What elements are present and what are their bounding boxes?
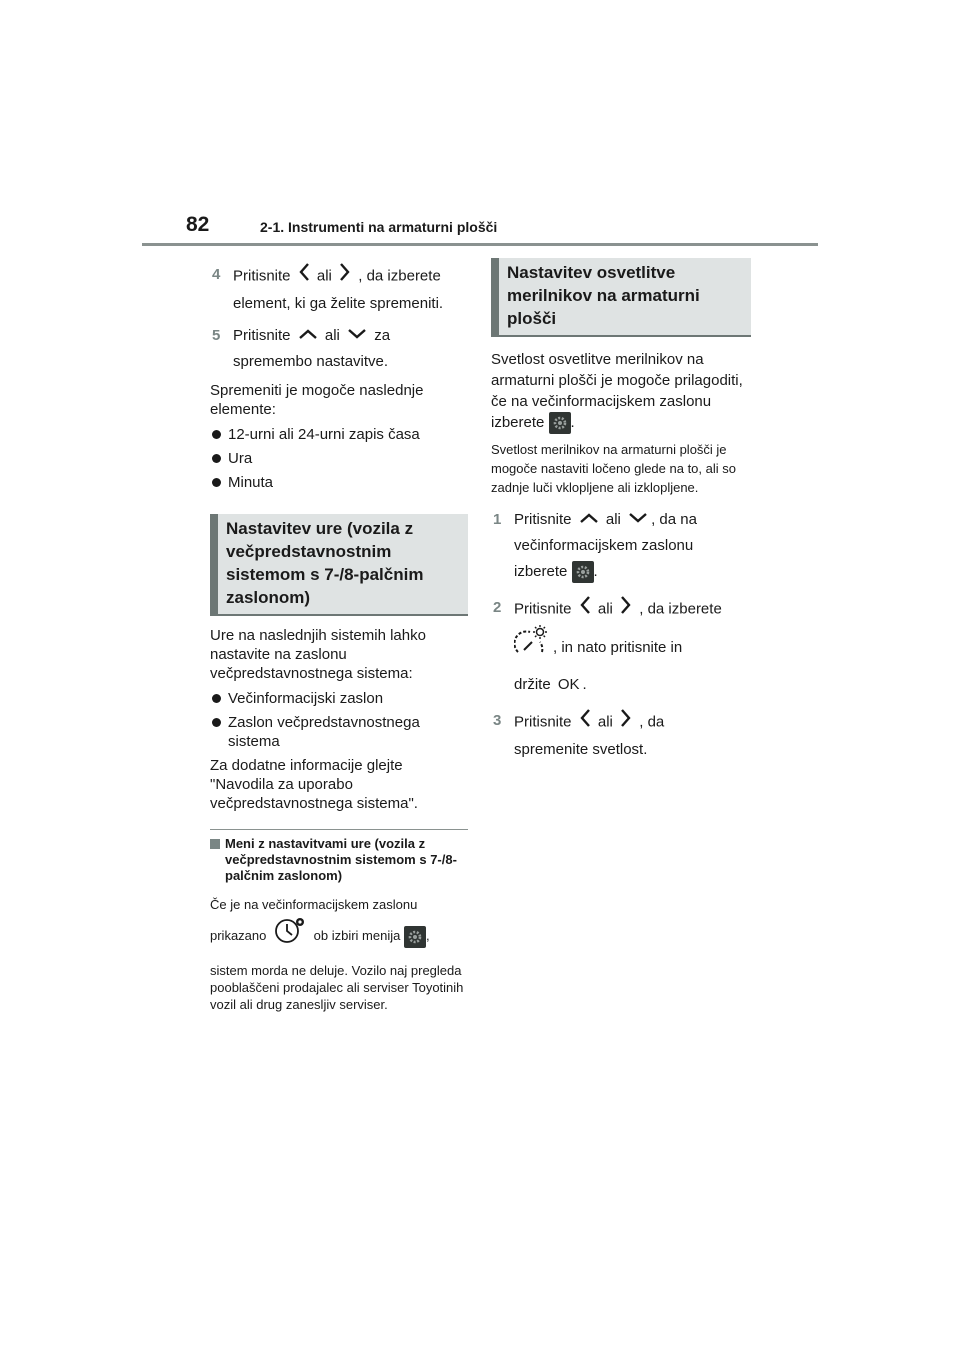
step-text: Pritisnite xyxy=(233,327,291,344)
chevron-left-icon xyxy=(579,595,591,624)
step-text: spremenite svetlost. xyxy=(514,741,648,759)
step-text: , da izberete xyxy=(358,267,441,285)
paragraph: Za dodatne informacije glejte "Navodila za uporabo večpredstavnostnega sistema". xyxy=(210,757,418,813)
step-text: ali xyxy=(597,713,613,731)
text: . xyxy=(570,414,575,431)
step-text: Pritisnite xyxy=(514,713,572,731)
gear-icon xyxy=(549,412,571,434)
clock-settings-icon xyxy=(273,915,307,958)
text: prikazano xyxy=(210,927,267,943)
note: Svetlost merilnikov na armaturni plošči je mogoče nastaviti ločeno glede na to, ali so zadnje luči vklopljene ali izklopljene. xyxy=(491,442,736,496)
list-item: Ura xyxy=(210,449,468,468)
gear-icon xyxy=(572,561,594,583)
step-text: , da na xyxy=(651,511,697,529)
chevron-right-icon xyxy=(339,262,351,291)
step-text: Pritisnite xyxy=(233,267,291,285)
list-item: Minuta xyxy=(210,473,468,492)
paragraph: Če je na večinformacijskem zaslonu xyxy=(210,897,418,913)
subsection-heading xyxy=(210,836,468,884)
step-text: , da xyxy=(639,713,665,731)
subsection-divider xyxy=(210,829,468,830)
step-text: , da izberete xyxy=(639,600,722,618)
step-text: ali xyxy=(605,511,621,529)
step-text: izberete xyxy=(514,563,568,581)
section-heading-clock: Nastavitev ure (vozila z večpredstavnostnim sistemom s 7-/8-palčnim zaslonom) xyxy=(210,514,468,616)
chevron-up-icon xyxy=(298,323,318,349)
paragraph: Ure na naslednjih sistemih lahko nastavite na zaslonu večpredstavnostnega sistema: xyxy=(210,627,426,683)
step-number: 1 xyxy=(493,511,502,529)
gauge-brightness-icon xyxy=(514,624,550,672)
page-number: 82 xyxy=(186,213,210,236)
text: , xyxy=(425,927,430,943)
step-3 xyxy=(491,708,751,763)
paragraph: Spremeniti je mogoče naslednje elemente: xyxy=(210,382,424,419)
step-line xyxy=(514,624,751,672)
chevron-down-icon xyxy=(628,507,648,533)
step-number: 3 xyxy=(493,712,502,730)
step-1 xyxy=(491,507,751,585)
subsection-title: Meni z nastavitvami ure (vozila z večpredstavnostnim sistemom s 7-/8-palčnim zaslonom) xyxy=(225,836,457,884)
chevron-right-icon xyxy=(620,595,632,624)
square-bullet-icon xyxy=(210,839,220,849)
chevron-left-icon xyxy=(298,262,310,291)
step-text: večinformacijskem zaslonu xyxy=(514,537,694,555)
list-item: Zaslon večpredstavnostnega sistema xyxy=(210,713,468,751)
step-number: 4 xyxy=(212,266,221,283)
paragraph xyxy=(491,349,751,434)
step-text: za xyxy=(374,327,391,344)
left-column xyxy=(210,262,468,1013)
step-text: ali xyxy=(597,600,613,618)
ok-button-label: OK xyxy=(557,676,580,694)
step-2 xyxy=(491,595,751,698)
chevron-down-icon xyxy=(347,323,367,349)
chevron-left-icon xyxy=(579,708,591,737)
paragraph: sistem morda ne deluje. Vozilo naj pregleda pooblaščeni prodajalec ali serviser Toyotinih vozil ali drug zanesljiv serviser. xyxy=(210,963,464,1013)
text: ob izbiri menija xyxy=(313,927,401,943)
step-text: element, ki ga želite spremeniti. xyxy=(233,295,444,312)
list-item: Večinformacijski zaslon xyxy=(210,689,468,708)
text: Svetlost osvetlitve merilnikov na armaturni plošči je mogoče prilagoditi, če na večinformacijskem zaslonu izberete xyxy=(491,351,743,431)
section-heading-brightness: Nastavitev osvetlitve merilnikov na armaturni plošči xyxy=(491,258,751,337)
step-text: . xyxy=(593,563,598,581)
step-text: ali xyxy=(324,327,340,344)
list-item: 12-urni ali 24-urni zapis časa xyxy=(210,425,468,444)
step-text: , in nato pritisnite in xyxy=(553,639,683,657)
step-number: 5 xyxy=(212,327,221,344)
step-5 xyxy=(210,323,468,375)
step-text: . xyxy=(582,676,587,694)
chevron-right-icon xyxy=(620,708,632,737)
step-number: 2 xyxy=(493,599,502,617)
step-text: držite xyxy=(514,676,551,694)
step-text: Pritisnite xyxy=(514,600,572,618)
section-header-title: 2-1. Instrumenti na armaturni plošči xyxy=(260,219,498,235)
right-column xyxy=(491,258,751,769)
paragraph xyxy=(210,915,468,958)
step-text: ali xyxy=(316,267,332,285)
step-line xyxy=(514,672,751,698)
chevron-up-icon xyxy=(579,507,599,533)
step-text: spremembo nastavitve. xyxy=(233,353,389,371)
step-text: Pritisnite xyxy=(514,511,572,529)
header-divider xyxy=(142,243,818,246)
gear-icon xyxy=(404,926,426,948)
step-4 xyxy=(210,262,468,317)
